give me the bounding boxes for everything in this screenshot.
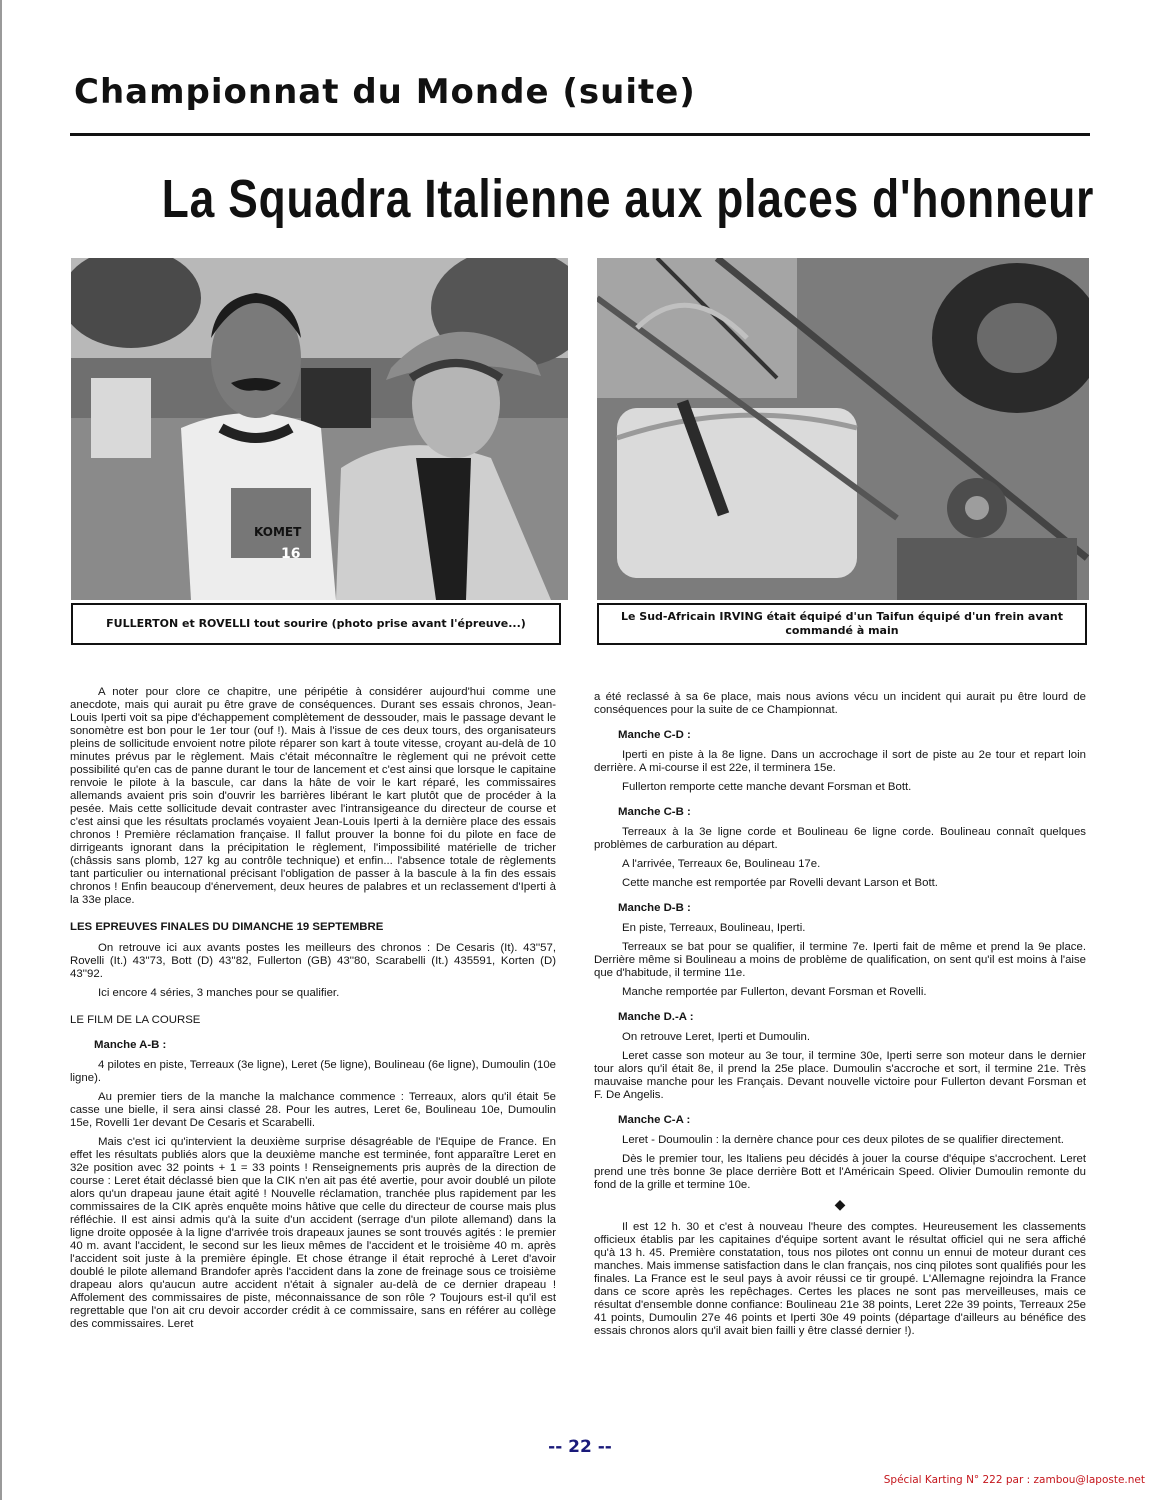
paragraph: Iperti en piste à la 8e ligne. Dans un accrochage il sort de piste au 2e tour et repart loin derrière. A mi-course il est 22e, il terminera 15e. [594, 749, 1086, 774]
paragraph: Fullerton remporte cette manche devant Forsman et Bott. [622, 781, 912, 793]
paragraph: Leret casse son moteur au 3e tour, il termine 30e, Iperti serre son moteur dans le dernier tour alors qu'il était 8e, il prend la 25e place. Dumoulin s'accroche et sort, il termine 21e. Très mauvaise manche pour les Français. Devant nouvelle victoire pour Fullerton devant Forsman et F. De Angelis. [594, 1050, 1086, 1101]
shirt-number: 16 [281, 546, 301, 562]
article-headline: La Squadra Italienne aux places d'honneur [161, 169, 1095, 229]
paragraph: A noter pour clore ce chapitre, une péripétie à considérer aujourd'hui comme une anecdote, mais qui aurait pu être grave de conséquences. Durant ses essais chronos, Jean-Louis Iperti voit sa pipe d'échappement complètement de dessouder, mais le passage devant le sonomètre est bon pour le 1er tour (ouf !). Mais à l'issue de ces deux tours, des organisateurs pleins de sollicitude envoient notre pilote réparer son kart à toute vitesse, croyant au-delà de 10 minutes prévus par le règlement. Mais c'était méconnaître le règlement qui ne prévoit cette possibilité qu'en cas de panne durant le tour de lancement et c'est ainsi que lorsque le capitaine renvoie le pilote à la bascule, car dans la hâte de voir le kart réparé, les commissaires allemands avaient pris soin d'ouvrir les barrières libérant le kart plutôt que de procéder à la pesée. Mais cette sollicitude devait contraster avec l'intransigeance du directeur de course et c'est ainsi que les résultats proclamés voyaient Jean-Louis Iperti à la dernière place des essais chronos ! Première réclamation française. Il fallut prouver la bonne foi du pilote en face de dirrigeants ignorant dans la précipitation le règlement, l'impossibilité matérielle de tricher (châssis sans plomb, 127 kg au contrôle technique) et enfin... l'absence totale de règlements tant particulier ou international précisant l'obligation de passer à la bascule à la fin des essais chronos ! Enfin beaucoup d'énervement, deux heures de palabres et un reclassement d'Iperti à la 33e place. [70, 686, 556, 906]
paragraph: 4 pilotes en piste, Terreaux (3e ligne), Leret (5e ligne), Boulineau (6e ligne), Dumoulin (10e ligne). [70, 1059, 556, 1084]
finals-heading: LES EPREUVES FINALES DU DIMANCHE 19 SEPTEMBRE [70, 921, 384, 933]
manche-da-label: Manche D.-A : [618, 1011, 694, 1023]
footer-credit: Spécial Karting N° 222 par : zambou@laposte.net [883, 1474, 1145, 1486]
diamond-separator-icon: ◆ [834, 1196, 846, 1212]
film-heading: LE FILM DE LA COURSE [70, 1014, 201, 1026]
photo-fullerton-rovelli [71, 258, 568, 600]
paragraph: Mais c'est ici qu'intervient la deuxième surprise désagréable de l'Equipe de France. En effet les résultats publiés alors que la deuxième manche est terminée, font apparaître Leret en 32e position avec 32 points + 1 = 33 points ! Renseignements pris auprès de la direction de course : Leret était déclassé bien que la CIK n'en ait pas été avertie, pour avoir doublé un pilote alors qu'un drapeau jaune était agité ! Nouvelle réclamation, tranchée plus rapidement par les commissaires de la CIK après enquête moins hâtive que celle du directeur de course mais plus réfléchie. Il est ainsi admis qu'à la suite d'un accident (serrage d'un pilote allemand) dans la ligne droite opposée à la ligne d'arrivée trois drapeaux jaunes se sont trouvés agités : le premier 40 m. avant l'accident, le second sur les lieux mêmes de l'accident et le troisième 40 m. après l'accident soit juste à la première épingle. Et chose étrange il était reproché à Leret d'avoir doublé le pilote allemand Brandofer après l'accident dans la zone de freinage sous ce troisième drapeau alors qu'aucun autre accident n'était à signaler au-delà de ce dernier drapeau ! Affolement des commissaires de piste, méconnaissance de son rôle ? Toujours est-il qu'il est regrettable que l'on ait cru devoir accorder crédit à ce commissaire, sans en référer au collège des commissaires. Leret [70, 1136, 556, 1330]
paragraph: En piste, Terreaux, Boulineau, Iperti. [622, 922, 806, 934]
paragraph: On retrouve Leret, Iperti et Dumoulin. [622, 1031, 811, 1043]
paragraph: A l'arrivée, Terreaux 6e, Boulineau 17e. [622, 858, 821, 870]
manche-ab-label: Manche A-B : [94, 1039, 167, 1051]
paragraph: Terreaux à la 3e ligne corde et Boulineau 6e ligne corde. Boulineau connaît quelques problèmes de carburation au départ. [594, 826, 1086, 851]
article-column-left [70, 686, 556, 1337]
shirt-text: KOMET [254, 525, 302, 539]
section-title: Championnat du Monde (suite) [74, 72, 696, 112]
paragraph: Dès le premier tour, les Italiens peu décidés à jouer la course d'équipe s'accrochent. Leret prend une très bonne 3e place derrière Bott et l'Américain Speed. Olivier Dumoulin remonte du fond de la grille et termine 10e. [594, 1153, 1086, 1191]
manche-cb-label: Manche C-B : [618, 806, 691, 818]
page-number: -- 22 -- [548, 1437, 612, 1457]
title-rule [70, 133, 1090, 136]
paragraph: Cette manche est remportée par Rovelli devant Larson et Bott. [622, 877, 938, 889]
paragraph: Manche remportée par Fullerton, devant Forsman et Rovelli. [622, 986, 927, 998]
paragraph: Terreaux se bat pour se qualifier, il termine 7e. Iperti fait de même et prend la 9e place. Derrière même si Boulineau a moins de problème de qualification, on sent qu'il est moins à l'aise que d'habitude, il termine 11e. [594, 941, 1086, 979]
manche-ca-label: Manche C-A : [618, 1114, 691, 1126]
photo-irving-kart [597, 258, 1089, 600]
article-column-right [594, 691, 1086, 1344]
paragraph: a été reclassé à sa 6e place, mais nous avions vécu un incident qui aurait pu être lourd de conséquences pour la suite de ce Championnat. [594, 691, 1086, 716]
paragraph: Ici encore 4 séries, 3 manches pour se qualifier. [98, 987, 340, 999]
paragraph: On retrouve ici aux avants postes les meilleurs des chronos : De Cesaris (It). 43''57, Rovelli (It.) 43''73, Bott (D) 43''82, Fullerton (GB) 43''80, Scarabelli (It.) 435591, Korten (D) 43''92. [70, 942, 556, 980]
photo-caption-left: FULLERTON et ROVELLI tout sourire (photo prise avant l'épreuve...) [71, 603, 561, 645]
photo-caption-right: Le Sud-Africain IRVING était équipé d'un Taifun équipé d'un frein avant commandé à main [597, 603, 1087, 645]
manche-cd-label: Manche C-D : [618, 729, 691, 741]
paragraph: Il est 12 h. 30 et c'est à nouveau l'heure des comptes. Heureusement les classements officieux établis par les capitaines d'équipe sortent avant le résultat officiel qui ne sera affiché qu'à 13 h. 45. Première constatation, tous nos pilotes ont connu un ennui de moteur durant ces manches. Mais immense satisfaction dans le clan français, nos cinq pilotes sont qualifiés pour les finales. La France est le seul pays à avoir réussi ce tir groupé. L'Allemagne rejoindra la France dans ce score après les repêchages. Certes les places ne sont pas merveilleuses, mais ce résultat d'ensemble donne confiance: Boulineau 21e 38 points, Leret 22e 39 points, Terreaux 25e 41 points, Dumoulin 27e 46 points et Iperti 30e 49 points (départage d'ailleurs au bénéfice des essais chronos alors qu'il avait bien failli y être classé dernier !). [594, 1221, 1086, 1337]
paragraph: Leret - Doumoulin : la dernère chance pour ces deux pilotes de se qualifier directement. [622, 1134, 1064, 1146]
manche-db-label: Manche D-B : [618, 902, 691, 914]
page-edge-rule [0, 0, 2, 1500]
paragraph: Au premier tiers de la manche la malchance commence : Terreaux, alors qu'il était 5e casse une bielle, il sera ainsi classé 28. Pour les autres, Leret 6e, Boulineau 10e, Dumoulin 15e, Rovelli 1er devant De Cesaris et Scarabelli. [70, 1091, 556, 1129]
